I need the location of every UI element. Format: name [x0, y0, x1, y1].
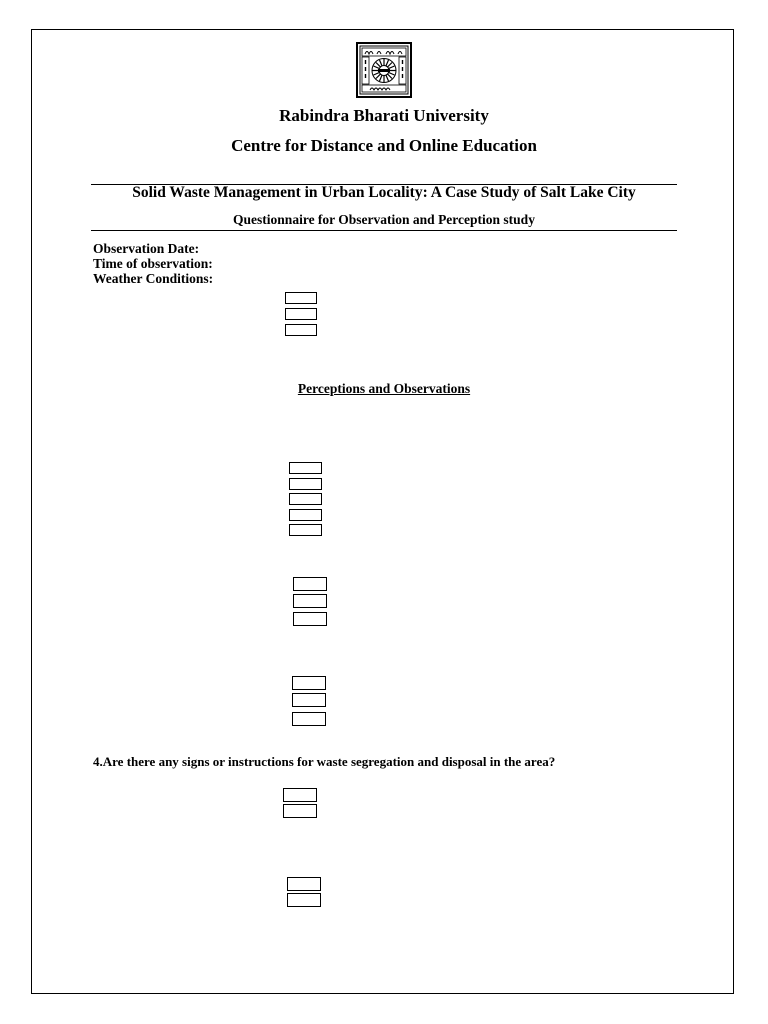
- checkbox[interactable]: [292, 676, 326, 690]
- checkbox[interactable]: [287, 893, 321, 907]
- checkbox[interactable]: [289, 524, 322, 536]
- university-name: Rabindra Bharati University: [279, 106, 489, 125]
- time-of-observation-label: Time of observation:: [93, 256, 213, 271]
- checkbox[interactable]: [293, 577, 327, 591]
- checkbox[interactable]: [287, 877, 321, 891]
- observation-date-label: Observation Date:: [93, 241, 200, 256]
- questionnaire-title: Questionnaire for Observation and Perception study: [233, 212, 535, 227]
- study-title: Solid Waste Management in Urban Locality: A Case Study of Salt Lake City: [132, 184, 636, 201]
- checkbox[interactable]: [289, 509, 322, 521]
- section-heading: Perceptions and Observations: [297, 381, 471, 396]
- centre-name: Centre for Distance and Online Education: [231, 136, 537, 155]
- checkbox[interactable]: [293, 594, 327, 608]
- checkbox[interactable]: [289, 462, 322, 474]
- checkbox[interactable]: [285, 308, 317, 320]
- weather-conditions-label: Weather Conditions:: [93, 271, 214, 286]
- question-4: 4.Are there any signs or instructions for waste segregation and disposal in the area?: [93, 754, 556, 769]
- checkbox[interactable]: [293, 612, 327, 626]
- checkbox[interactable]: [292, 712, 326, 726]
- bottom-divider: [91, 230, 677, 231]
- checkbox[interactable]: [285, 292, 317, 304]
- checkbox[interactable]: [283, 804, 317, 818]
- university-seal-logo: [356, 42, 412, 98]
- checkbox[interactable]: [285, 324, 317, 336]
- checkbox[interactable]: [292, 693, 326, 707]
- document-page: [31, 29, 734, 994]
- checkbox[interactable]: [289, 493, 322, 505]
- checkbox[interactable]: [289, 478, 322, 490]
- checkbox[interactable]: [283, 788, 317, 802]
